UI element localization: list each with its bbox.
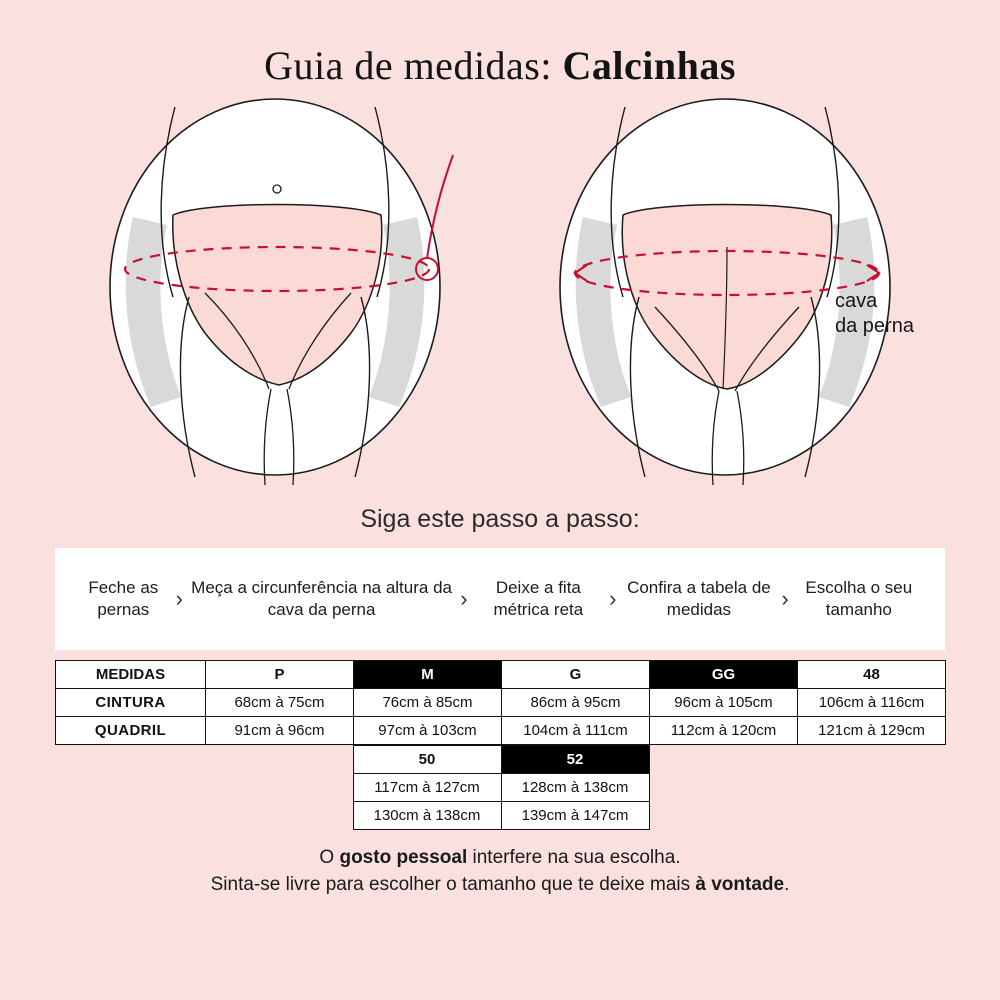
note-2-post: . — [784, 874, 790, 895]
spacer-cell-3 — [649, 746, 797, 774]
cell-cintura-52: 128cm à 138cm — [501, 774, 649, 802]
callout-cava-da-perna — [835, 289, 955, 339]
spacer-cell-5 — [55, 774, 205, 802]
cell-quadril-50: 130cm à 138cm — [353, 802, 501, 830]
size-head-m: M — [354, 661, 502, 689]
note-2-bold: à vontade — [695, 874, 785, 895]
page-title — [0, 0, 1000, 89]
size-head-50: 50 — [353, 746, 501, 774]
note-1-bold: gosto pessoal — [339, 847, 468, 868]
size-head-g: G — [502, 661, 650, 689]
cell-quadril-g: 104cm à 111cm — [502, 717, 650, 745]
cell-cintura-p: 68cm à 75cm — [206, 689, 354, 717]
chevron-right-icon-2: › — [460, 586, 468, 611]
cell-quadril-48: 121cm à 129cm — [798, 717, 946, 745]
page-title-light: Guia de medidas: — [264, 43, 552, 88]
note-1-pre: O — [319, 847, 340, 868]
spacer-cell-2 — [205, 746, 353, 774]
size-table-wrap — [55, 660, 945, 830]
size-table-extra — [55, 745, 945, 830]
cell-quadril-52: 139cm à 147cm — [501, 802, 649, 830]
table-row-cintura — [56, 689, 946, 717]
spacer-cell-6 — [205, 774, 353, 802]
chevron-right-icon-3: › — [609, 586, 617, 611]
spacer-cell-7 — [649, 774, 797, 802]
size-head-48: 48 — [798, 661, 946, 689]
cell-cintura-g: 86cm à 95cm — [502, 689, 650, 717]
steps-heading: Siga este passo a passo: — [360, 505, 640, 533]
table-row-head — [56, 661, 946, 689]
footer-note-line-1 — [0, 844, 1000, 871]
cell-cintura-gg: 96cm à 105cm — [650, 689, 798, 717]
cell-cintura-50: 117cm à 127cm — [353, 774, 501, 802]
spacer-cell-8 — [797, 774, 945, 802]
spacer-cell-11 — [649, 802, 797, 830]
callout-line-2: da perna — [835, 315, 914, 337]
size-head-gg: GG — [650, 661, 798, 689]
spacer-cell-1 — [55, 746, 205, 774]
page-title-bold: Calcinhas — [562, 43, 736, 88]
illustration-area — [0, 97, 1000, 497]
table-row-quadril — [56, 717, 946, 745]
cell-quadril-gg: 112cm à 120cm — [650, 717, 798, 745]
note-2-pre: Sinta-se livre para escolher o tamanho que te deixe mais — [210, 874, 696, 895]
step-item-4: Confira a tabela de medidas — [627, 578, 771, 619]
footer-note-line-2 — [0, 871, 1000, 898]
steps-strip — [55, 548, 945, 650]
cell-cintura-m: 76cm à 85cm — [354, 689, 502, 717]
size-table — [55, 660, 946, 745]
table-label-medidas: MEDIDAS — [56, 661, 206, 689]
table-row-cintura-extra — [55, 774, 945, 802]
spacer-cell-12 — [797, 802, 945, 830]
size-head-p: P — [206, 661, 354, 689]
cell-quadril-p: 91cm à 96cm — [206, 717, 354, 745]
callout-line-1: cava — [835, 290, 878, 312]
table-row-head-extra — [55, 746, 945, 774]
table-row-quadril-extra — [55, 802, 945, 830]
note-1-post: interfere na sua escolha. — [467, 847, 681, 868]
chevron-right-icon-1: › — [175, 586, 183, 611]
row-label-cintura: CINTURA — [56, 689, 206, 717]
cell-cintura-48: 106cm à 116cm — [798, 689, 946, 717]
step-item-5: Escolha o seu tamanho — [805, 578, 913, 619]
step-item-3: Deixe a fita métrica reta — [493, 578, 584, 619]
footer-note — [0, 844, 1000, 898]
spacer-cell-9 — [55, 802, 205, 830]
figure-front-view — [55, 97, 495, 487]
row-label-quadril: QUADRIL — [56, 717, 206, 745]
cell-quadril-m: 97cm à 103cm — [354, 717, 502, 745]
step-item-1: Feche as pernas — [88, 578, 159, 619]
chevron-right-icon-4: › — [781, 586, 789, 611]
spacer-cell-10 — [205, 802, 353, 830]
step-item-2: Meça a circunferência na altura da cava da perna — [191, 578, 452, 619]
size-head-52: 52 — [501, 746, 649, 774]
spacer-cell-4 — [797, 746, 945, 774]
